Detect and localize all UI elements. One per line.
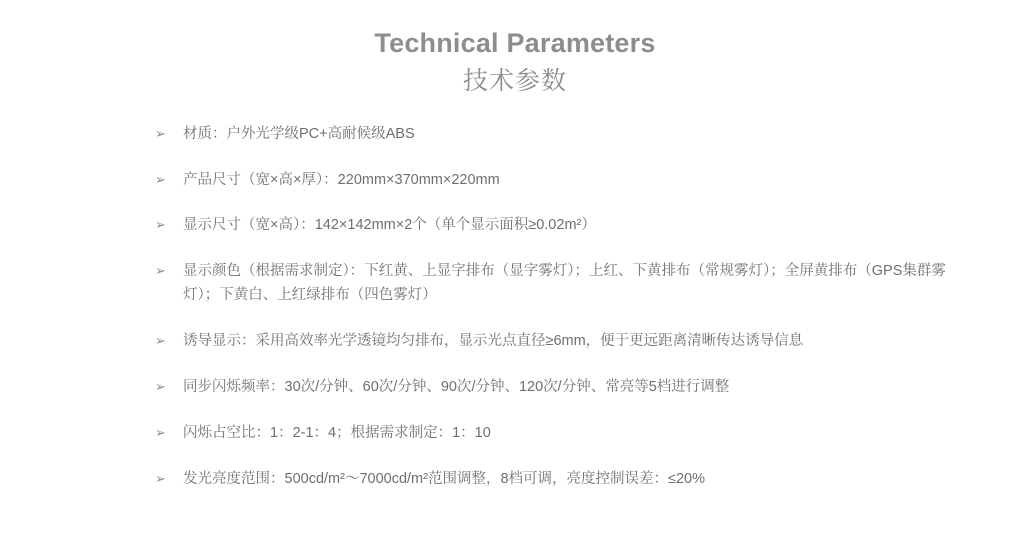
list-item-text: 诱导显示：采用高效率光学透镜均匀排布，显示光点直径≥6mm，便于更远距离清晰传达诱导信息: [183, 333, 804, 350]
list-item: [155, 422, 970, 446]
list-item-text: 同步闪烁频率：30次/分钟、60次/分钟、90次/分钟、120次/分钟、常亮等5档进行调整: [183, 379, 730, 396]
list-item: [155, 330, 970, 354]
list-item-text: 显示尺寸（宽×高）：142×142mm×2个（单个显示面积≥0.02m²）: [183, 217, 596, 234]
list-item: [155, 376, 970, 400]
list-item: [155, 123, 970, 147]
arrow-bullet-icon: ➢: [155, 125, 166, 141]
list-item-text: 发光亮度范围：500cd/m²～7000cd/m²范围调整，8档可调，亮度控制误差：≤20%: [183, 470, 705, 487]
list-item-text: 产品尺寸（宽×高×厚）：220mm×370mm×220mm: [183, 171, 500, 188]
list-item-text: 闪烁占空比：1：2-1：4；根据需求制定：1：10: [183, 425, 491, 442]
page-title-english: Technical Parameters: [374, 28, 656, 58]
page-title-chinese: 技术参数: [462, 67, 567, 96]
arrow-bullet-icon: ➢: [155, 379, 166, 395]
arrow-bullet-icon: ➢: [155, 263, 166, 279]
arrow-bullet-icon: ➢: [155, 333, 166, 349]
list-item: [155, 468, 970, 492]
list-item-text: 材质：户外光学级PC+高耐候级ABS: [183, 125, 415, 142]
arrow-bullet-icon: ➢: [155, 171, 166, 187]
list-item: [155, 214, 970, 238]
arrow-bullet-icon: ➢: [155, 470, 166, 486]
list-item: [155, 169, 970, 193]
arrow-bullet-icon: ➢: [155, 217, 166, 233]
list-item: [155, 260, 970, 308]
list-item-text: 显示颜色（根据需求制定）：下红黄、上显字排布（显字雾灯）；上红、下黄排布（常规雾灯）；全屏黄排布（GPS集群雾灯）；下黄白、上红绿排布（四色雾灯）: [183, 263, 946, 304]
arrow-bullet-icon: ➢: [155, 425, 166, 441]
page-header: [0, 0, 1030, 101]
specification-list: [0, 123, 1030, 492]
